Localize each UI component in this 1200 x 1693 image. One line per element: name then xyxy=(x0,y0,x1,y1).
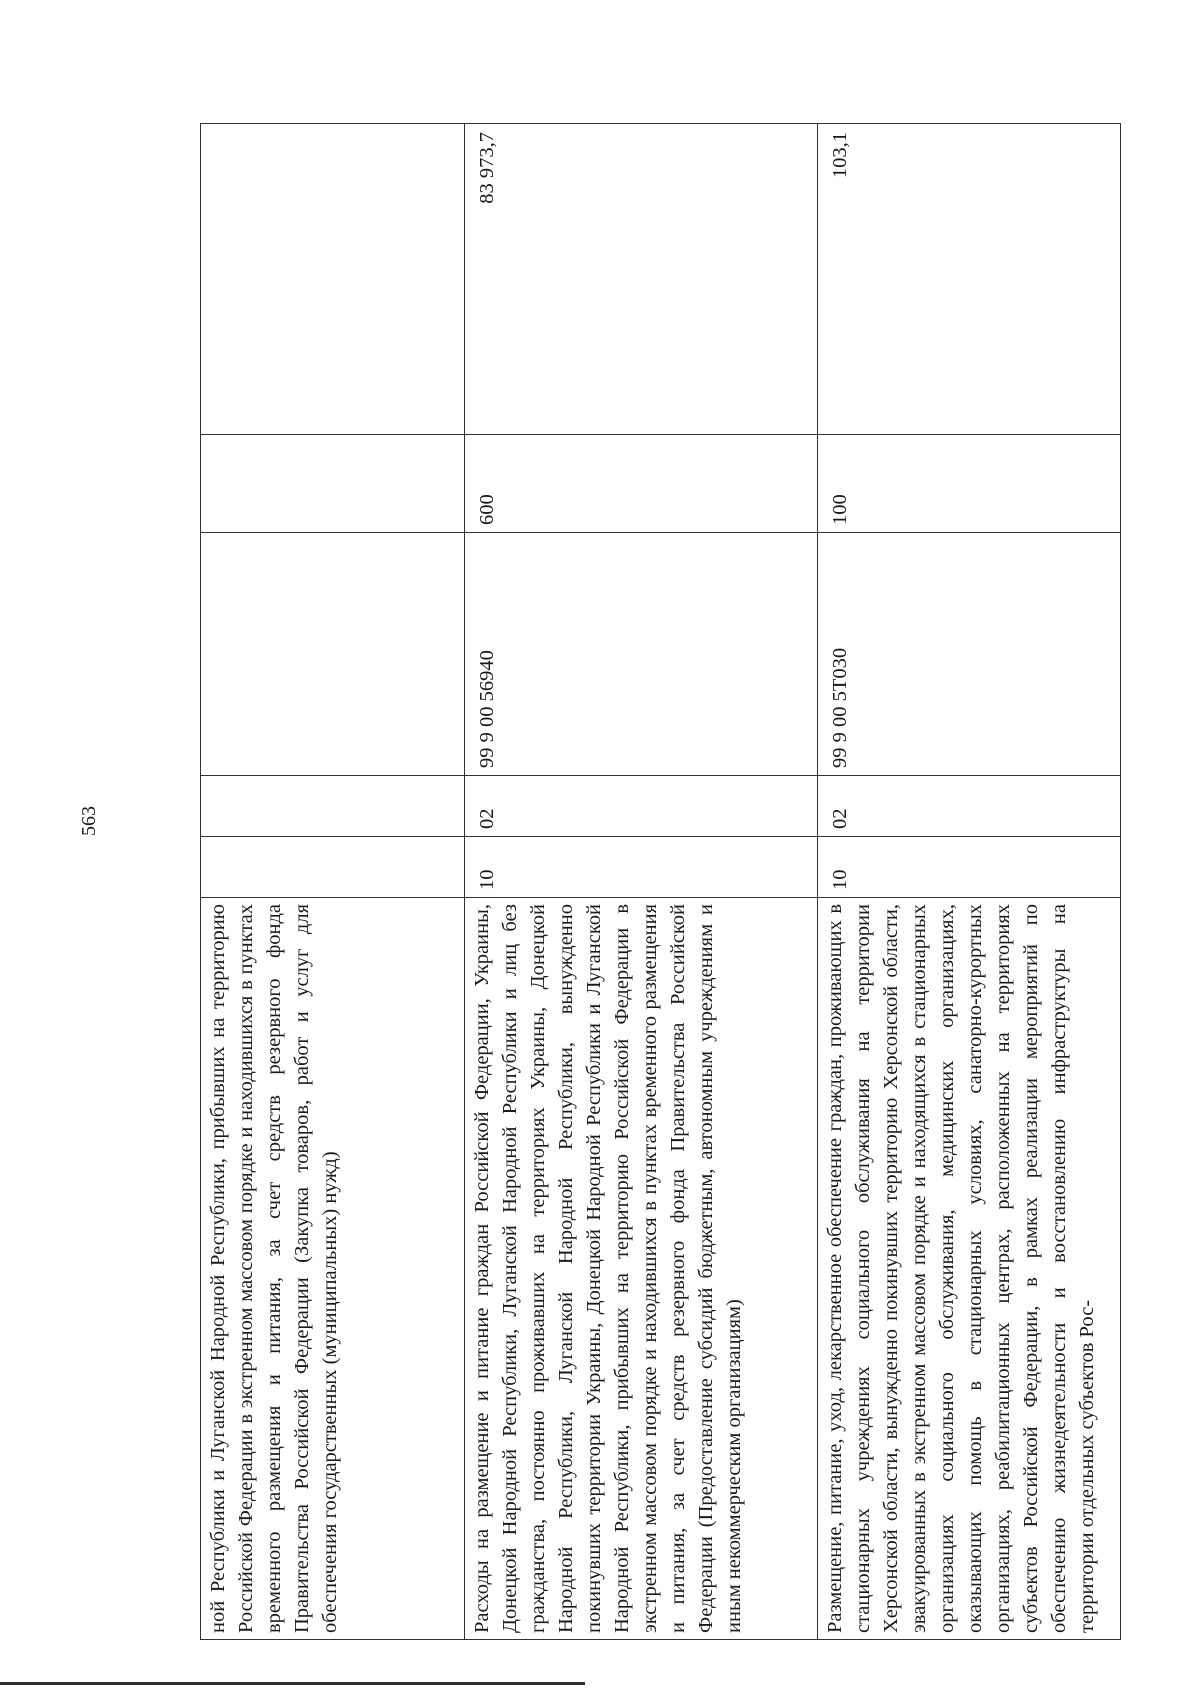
table-row xyxy=(201,124,465,1640)
section-code: 10 xyxy=(465,837,818,898)
row-description: ной Республики и Луганской Народной Республики, прибывших на территорию Российской Федерации в экстренном массовом порядке и находившихся в пунктах временного размещения и питания, за счет средств резервного фонда Правительства Российской Федерации (Закупка товаров, работ и услуг для обеспечения государственных (муниципальных) нужд) xyxy=(201,898,465,1640)
page-number: 563 xyxy=(78,806,100,836)
subsection-code: 02 xyxy=(818,776,1121,837)
budget-table-container xyxy=(200,124,1120,1640)
target-article-code: 99 9 00 5T030 xyxy=(818,533,1121,776)
expense-type-code: 100 xyxy=(818,435,1121,533)
target-article-code: 99 9 00 56940 xyxy=(465,533,818,776)
amount-value: 103,1 xyxy=(818,124,1121,435)
row-description: Размещение, питание, уход, лекарственное обеспечение граждан, проживающих в стационарных учреждениях социального обслуживания на территории Херсонской области, вынужденно покинувших территорию Херсонской области, эвакуированных в экстренном массовом порядке и находящихся в стационарных организациях социального обслуживания, медицинских организациях, оказывающих помощь в стационарных условиях, санаторно-курортных организациях, реабилитационных центрах, расположенных на территориях субъектов Российской Федерации, в рамках реализации мероприятий по обеспечению жизнедеятельности и восстановлению инфраструктуры на территории отдельных субъектов Рос- xyxy=(818,898,1121,1640)
amount-value: 83 973,7 xyxy=(465,124,818,435)
budget-table xyxy=(200,123,1121,1640)
subsection-code xyxy=(201,776,465,837)
table-row xyxy=(818,124,1121,1640)
amount-value xyxy=(201,124,465,435)
target-article-code xyxy=(201,533,465,776)
row-description: Расходы на размещение и питание граждан Российской Федерации, Украины, Донецкой Народной Республики, Луганской Народной Республики и лиц без гражданства, постоянно проживавших на территориях Украины, Донецкой Народной Республики, Луганской Народной Республики, вынужденно покинувших территории Украины, Донецкой Народной Республики и Луганской Народной Республики, прибывших на территорию Российской Федерации в экстренном массовом порядке и находившихся в пунктах временного размещения и питания, за счет средств резервного фонда Правительства Российской Федерации (Предоставление субсидий бюджетным, автономным учреждениям и иным некоммерческим организациям) xyxy=(465,898,818,1640)
table-row xyxy=(465,124,818,1640)
expense-type-code xyxy=(201,435,465,533)
section-code: 10 xyxy=(818,837,1121,898)
expense-type-code: 600 xyxy=(465,435,818,533)
subsection-code: 02 xyxy=(465,776,818,837)
section-code xyxy=(201,837,465,898)
scan-edge-divider xyxy=(0,1682,585,1685)
